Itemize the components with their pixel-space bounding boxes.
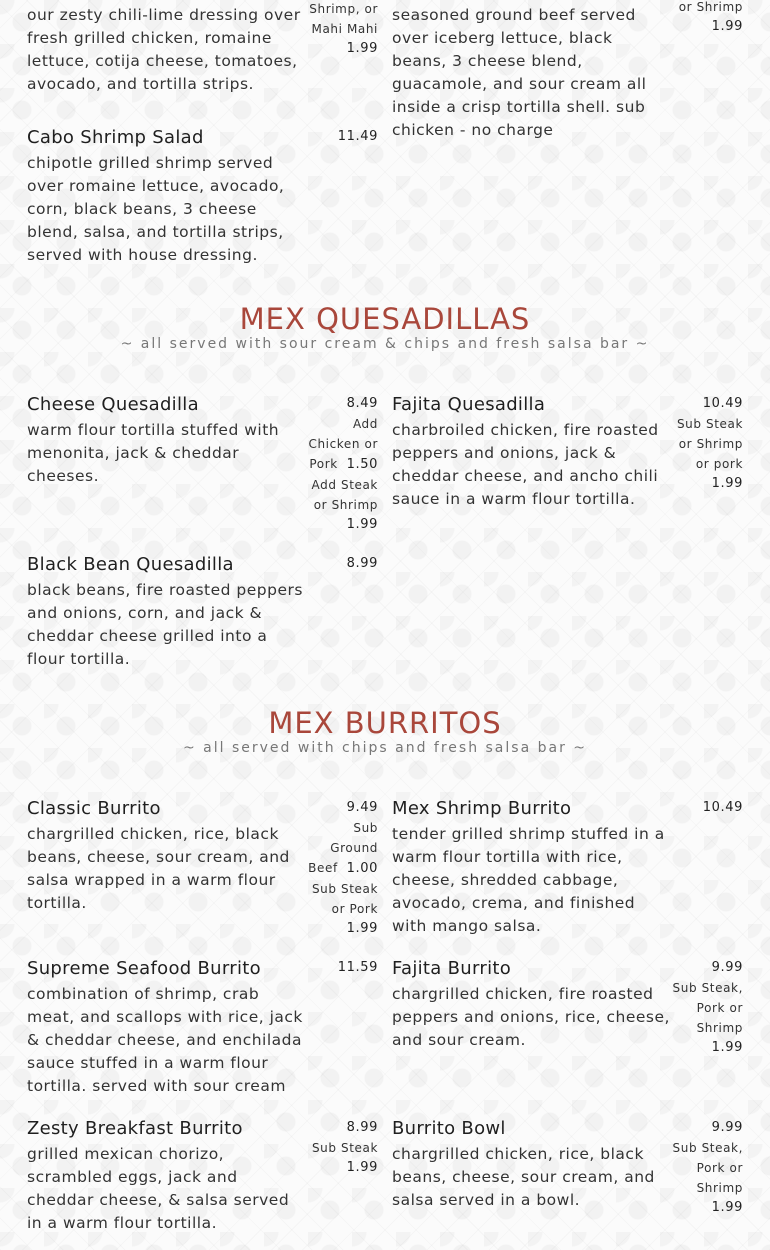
price-option-amount: 1.99 [346, 1160, 378, 1175]
item-name: Fajita Burrito [392, 958, 512, 979]
item-description: chargrilled chicken, fire roasted peppers and onions, rice, cheese, and sour cream. [392, 985, 670, 1049]
item-price [671, 394, 743, 494]
price-option-line: Chicken or [308, 437, 378, 451]
price-option-line: Pork or [696, 1001, 743, 1015]
price-option-line [306, 454, 378, 475]
item-description: our zesty chili-lime dressing over fresh grilled chicken, romaine lettuce, cotija cheese, tomatoes, avocado, and tortilla strips. [27, 6, 301, 93]
item-description: tender grilled shrimp stuffed in a warm flour tortilla with rice, cheese, shredded cabbage, avocado, crema, and finished with mango salsa. [392, 825, 665, 935]
price-option-line: Add Steak [311, 478, 378, 492]
price-option-line: Sub Steak [676, 417, 743, 431]
item-price [306, 1118, 378, 1178]
price-amount: 9.99 [711, 1120, 743, 1135]
item-name: Cheese Quesadilla [27, 394, 199, 415]
item-price [671, 0, 743, 37]
price-option-line: Sub Steak [311, 882, 378, 896]
item-name: Zesty Breakfast Burrito [27, 1118, 243, 1139]
price-option-amount: 1.99 [346, 921, 378, 936]
price-option-line: Sub Steak, [672, 1141, 743, 1155]
item-price [306, 0, 378, 59]
item-description: warm flour tortilla stuffed with menonita, jack & cheddar cheeses. [27, 421, 280, 485]
price-option-amount: 1.50 [346, 457, 378, 472]
price-option-line [306, 858, 378, 879]
price-option-line: Pork or [696, 1161, 743, 1175]
item-name: Classic Burrito [27, 798, 161, 819]
item-name: Mex Shrimp Burrito [392, 798, 572, 819]
item-name: Cabo Shrimp Salad [27, 127, 204, 148]
item-description: chargrilled chicken, rice, black beans, cheese, sour cream, and salsa wrapped in a warm flour tortilla. [27, 825, 290, 912]
item-price [671, 958, 743, 1058]
item-price [306, 127, 378, 147]
item-name: Fajita Quesadilla [392, 394, 546, 415]
price-option-line: or pork [695, 457, 743, 471]
section-subtitle-quesadillas: ~ all served with sour cream & chips and fresh salsa bar ~ [120, 336, 650, 352]
item-description: grilled mexican chorizo, scrambled eggs, jack and cheddar cheese, & salsa served in a warm flour tortilla. [27, 1145, 290, 1232]
price-option-word: Beef [308, 861, 338, 875]
item-price [306, 554, 378, 574]
price-amount: 10.49 [702, 800, 743, 815]
item-name: Burrito Bowl [392, 1118, 506, 1139]
price-option-line: or Shrimp [678, 0, 743, 14]
price-option-line: Ground [330, 841, 378, 855]
price-amount: 8.99 [346, 556, 378, 571]
item-price [671, 798, 743, 818]
price-option-line: or Pork [331, 902, 378, 916]
price-option-amount: 1.99 [346, 41, 378, 56]
price-option-amount: 1.99 [346, 517, 378, 532]
item-name: Black Bean Quesadilla [27, 554, 234, 575]
price-option-line: Mahi Mahi [311, 22, 378, 36]
price-option-amount: 1.99 [711, 1040, 743, 1055]
item-price [671, 1118, 743, 1218]
price-amount: 11.49 [337, 129, 378, 144]
price-option-line: or Shrimp [678, 437, 743, 451]
price-option-line: Sub Steak [311, 1141, 378, 1155]
item-price [306, 798, 378, 939]
item-description: chargrilled chicken, rice, black beans, cheese, sour cream, and salsa served in a bowl. [392, 1145, 655, 1209]
item-description: black beans, fire roasted peppers and onions, corn, and jack & cheddar cheese grilled into a flour tortilla. [27, 581, 303, 668]
price-option-amount: 1.99 [711, 476, 743, 491]
item-description: seasoned ground beef served over iceberg lettuce, black beans, 3 cheese blend, guacamole, and sour cream all inside a crisp tortilla shell. sub chicken - no charge [392, 6, 647, 139]
price-option-amount: 1.00 [346, 861, 378, 876]
price-option-amount: 1.99 [711, 19, 743, 34]
price-amount: 10.49 [702, 396, 743, 411]
price-amount: 8.99 [346, 1120, 378, 1135]
item-name: Supreme Seafood Burrito [27, 958, 261, 979]
price-option-line: Shrimp [696, 1181, 743, 1195]
price-option-word: Pork [309, 457, 338, 471]
price-amount: 9.49 [346, 800, 378, 815]
price-option-line: Add [352, 417, 378, 431]
section-subtitle-burritos: ~ all served with chips and fresh salsa bar ~ [182, 740, 587, 756]
price-option-line: Shrimp, or [309, 2, 378, 16]
item-description: chipotle grilled shrimp served over romaine lettuce, avocado, corn, black beans, 3 cheese blend, salsa, and tortilla strips, served with house dressing. [27, 154, 285, 264]
price-amount: 11.59 [337, 960, 378, 975]
section-title-quesadillas: MEX QUESADILLAS [239, 302, 531, 336]
price-amount: 9.99 [711, 960, 743, 975]
item-description: combination of shrimp, crab meat, and scallops with rice, jack & cheddar cheese, and enchilada sauce stuffed in a warm flour tortilla. served with sour cream [27, 985, 303, 1095]
price-option-line: Sub Steak, [672, 981, 743, 995]
price-amount: 8.49 [346, 396, 378, 411]
item-price [306, 394, 378, 535]
price-option-line: Shrimp [696, 1021, 743, 1035]
price-option-amount: 1.99 [711, 1200, 743, 1215]
price-option-line: or Shrimp [313, 498, 378, 512]
price-option-line: Sub [353, 821, 378, 835]
item-price [306, 958, 378, 978]
section-title-burritos: MEX BURRITOS [268, 706, 502, 740]
item-description: charbroiled chicken, fire roasted peppers and onions, jack & cheddar cheese, and ancho chili sauce in a warm flour tortilla. [392, 421, 659, 508]
